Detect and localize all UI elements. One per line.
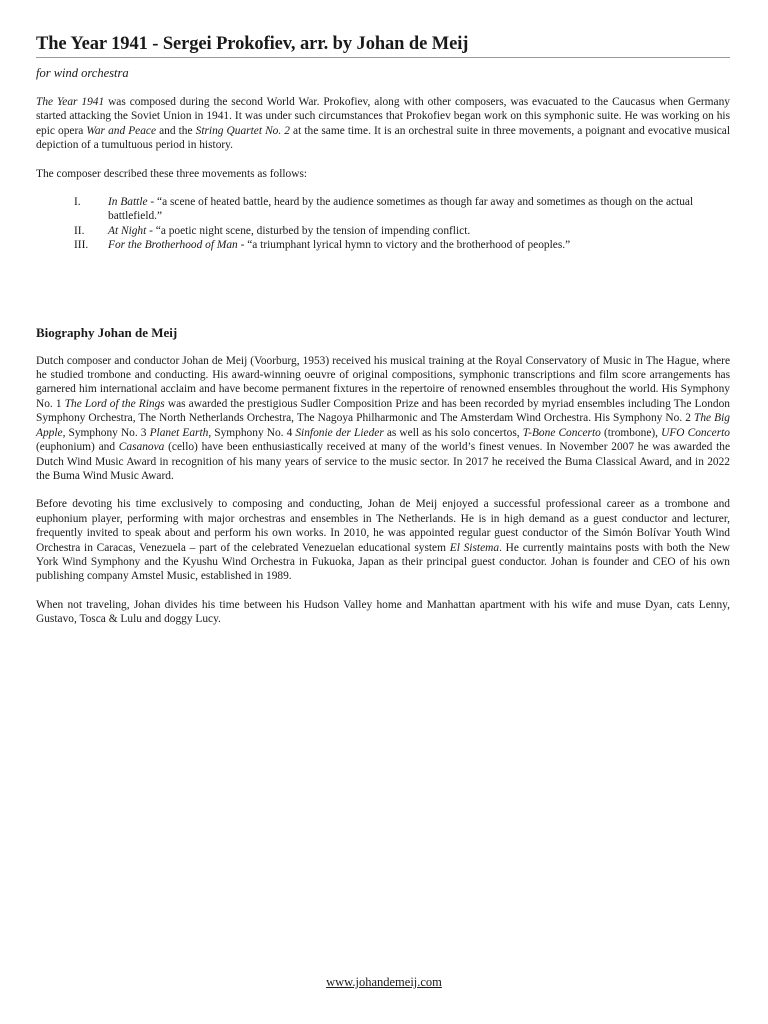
biography-paragraph-2 (36, 497, 730, 583)
bio-text: (euphonium) and (36, 441, 119, 454)
footer (0, 975, 768, 990)
movement-number: III. (74, 239, 89, 252)
intro-text-a: was composed during the second World War. Prokofiev, along with other composers, was evacuated to the Caucasus when Germany started attacking the Soviet Union in 1941. It was under such circumstances that Prokofiev began work on this symphonic suite. He was working on his epic opera (36, 96, 730, 137)
document-page (36, 34, 730, 641)
bio-text: (cello) have been enthusiastically received at many of the world’s finest venues. In November 2007 he was awarded the Dutch Wind Music Award in recognition of his many years of service to the music sector. In 2017 he received the Buma Classical Award, and in 2022 the Buma Wind Music Award. (36, 441, 731, 482)
work-title: The Year 1941 (36, 96, 105, 108)
bio-text: Dutch composer and conductor Johan de Meij (Voorburg, 1953) received his musical training at the Royal Conservatory of Music in The Hague, where he studied trombone and conducting. His award-winning oeuvre of original compositions, symphonic transcriptions and film score arrangements has garnered him international acclaim and have become permanent fixtures in the repertoire of renowned ensembles throughout the world. His Symphony No. 1 (36, 354, 730, 410)
movement-name: At Night - (108, 224, 156, 237)
movement-text (108, 238, 730, 252)
movement-text (108, 224, 730, 238)
work-title: UFO Concerto (661, 426, 730, 439)
movement-desc: “a triumphant lyrical hymn to victory and the brotherhood of peoples.” (247, 239, 571, 252)
work-title: Sinfonie der Lieder (295, 426, 384, 439)
movement-desc: “a poetic night scene, disturbed by the tension of impending conflict. (155, 224, 471, 237)
movement-number: I. (74, 196, 81, 209)
program-title: El Sistema (449, 541, 500, 554)
list-item (74, 238, 730, 252)
bio-text: , Symphony No. 3 (62, 426, 150, 439)
movement-text (108, 195, 730, 224)
page-title: The Year 1941 - Sergei Prokofiev, arr. by Johan de Meij (36, 34, 730, 58)
work-title: The Lord of the Rings (64, 397, 165, 410)
bio-text: was awarded the prestigious Sudler Composition Prize and has been recorded by myriad ensembles including The London Symphony Orchestra, The North Netherlands Orchestra, The Nagoya Philharmonic and The Amsterdam Wind Orchestra. His Symphony No. 2 (36, 397, 730, 425)
list-item (74, 224, 730, 238)
movement-number: II. (74, 224, 85, 237)
work-title: Casanova (118, 441, 165, 454)
bio-text: . He currently maintains posts with both the New York Wind Symphony and the Kyushu Wind Orchestra in Fukuoka, Japan as their principal guest conductor. Johan is founder and CEO of his own publishing company Amstel Music, established in 1989. (36, 541, 730, 583)
list-item (74, 195, 730, 224)
biography-heading: Biography Johan de Meij (36, 324, 178, 340)
bio-text: Before devoting his time exclusively to composing and conducting, Johan de Meij enjoyed a successful professional career as a trombone and euphonium player, performing with major orchestras and ensembles in The Netherlands. He is in high demand as a guest conductor and lecturer, frequently invited to speak about and perform his own works. In 2010, he was appointed regular guest conductor of the Simón Bolívar Youth Wind Orchestra in Caracas, Venezuela – part of the celebrated Venezuelan educational system (36, 498, 730, 554)
bio-text: as well as his solo concertos, (383, 426, 523, 439)
movement-desc: “a scene of heated battle, heard by the audience sometimes as though far away and sometimes as though on the actual battlefield.” (108, 196, 694, 223)
page-subtitle: for wind orchestra (36, 66, 129, 80)
intro-paragraph (36, 95, 730, 153)
movement-name: For the Brotherhood of Man - (108, 239, 248, 252)
biography-paragraph-3: When not traveling, Johan divides his time between his Hudson Valley home and Manhattan apartment with his wife and muse Dyan, cats Lenny, Gustavo, Tosca & Lulu and doggy Lucy. (36, 598, 730, 626)
biography-paragraph-1 (36, 354, 730, 484)
movement-name: In Battle - (108, 196, 158, 209)
intro-text-b: and the (156, 124, 196, 137)
work-title: T-Bone Concerto (522, 426, 601, 439)
movements-list (36, 195, 730, 253)
quartet-title: String Quartet No. 2 (195, 124, 290, 137)
work-title: Planet Earth (149, 426, 209, 439)
work-title: The Big Apple (36, 412, 730, 439)
intro-text-c: at the same time. It is an orchestral suite in three movements, a poignant and evocative musical depiction of a tumultuous period in history. (36, 124, 731, 152)
bio-text: , Symphony No. 4 (208, 426, 296, 439)
bio-text: (trombone), (600, 426, 662, 439)
movements-intro: The composer described these three movements as follows: (36, 167, 308, 180)
opera-title: War and Peace (86, 124, 157, 137)
website-link[interactable]: www.johandemeij.com (326, 975, 442, 989)
